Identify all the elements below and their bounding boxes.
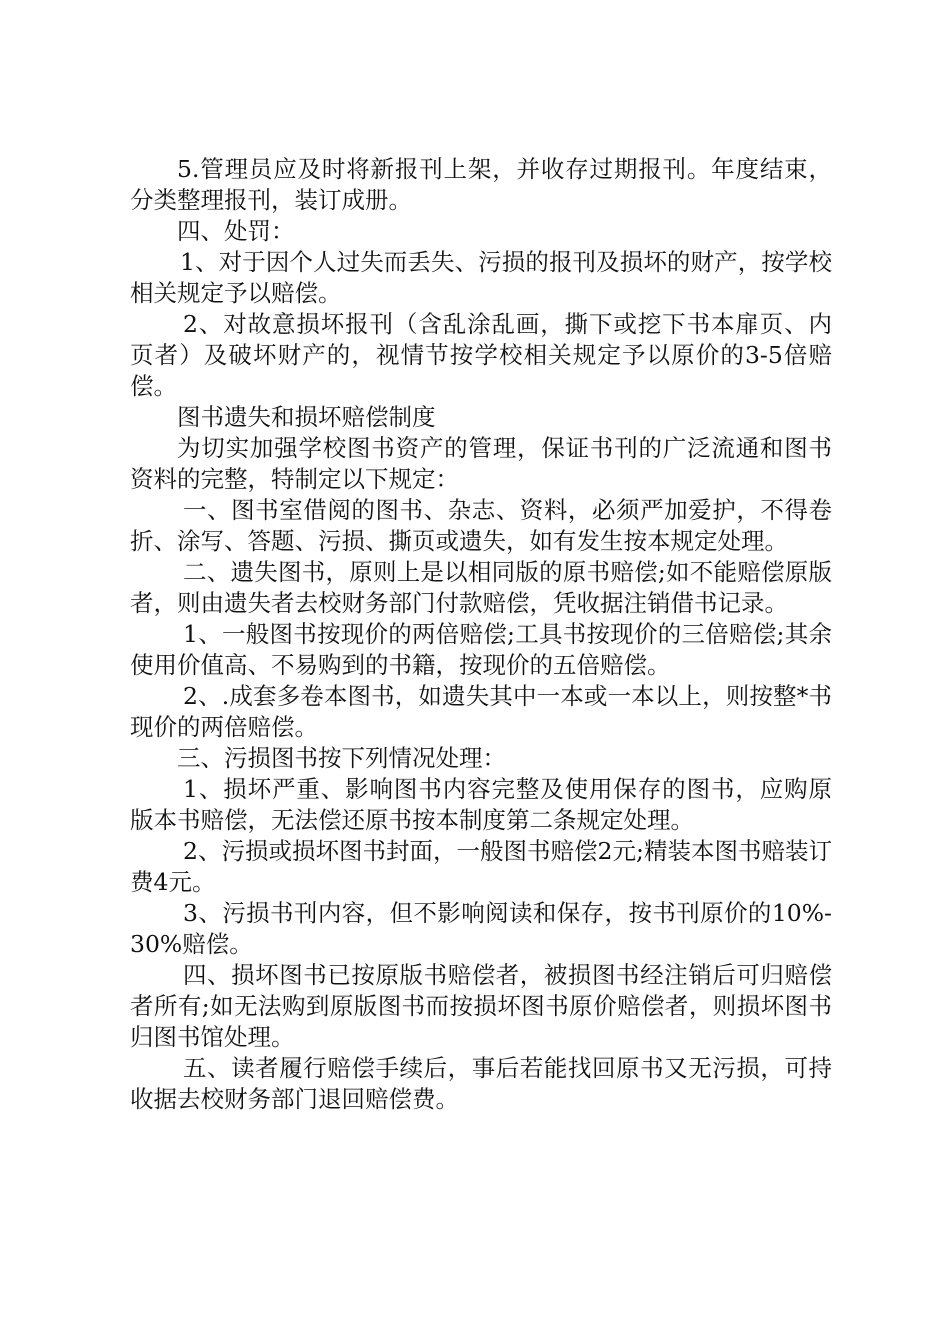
paragraph-9: 1、一般图书按现价的两倍赔偿;工具书按现价的三倍赔偿;其余使用价值高、不易购到的书籍，按现价的五倍赔偿。 [130,620,832,679]
paragraph-12: 1、损坏严重、影响图书内容完整及使用保存的图书，应购原版本书赔偿，无法偿还原书按本制度第二条规定处理。 [130,775,832,834]
paragraph-8: 二、遗失图书，原则上是以相同版的原书赔偿;如不能赔偿原版者，则由遗失者去校财务部门付款赔偿，凭收据注销借书记录。 [130,558,832,617]
document-title: 图书遗失和损坏赔偿制度 [177,403,436,431]
section-heading-penalty: 四、处罚： [177,217,295,245]
paragraph-13: 2、污损或损坏图书封面，一般图书赔偿2元;精装本图书赔装订费4元。 [130,837,832,896]
document-body [130,154,832,1115]
paragraph-1: 5.管理员应及时将新报刊上架，并收存过期报刊。年度结束，分类整理报刊，装订成册。 [130,155,832,214]
paragraph-4: 2、对故意损坏报刊（含乱涂乱画，撕下或挖下书本扉页、内页者）及破坏财产的，视情节按学校相关规定予以原价的3-5倍赔偿。 [130,310,832,400]
section-heading-damage: 三、污损图书按下列情况处理： [177,744,506,772]
paragraph-16: 五、读者履行赔偿手续后，事后若能找回原书又无污损，可持收据去校财务部门退回赔偿费。 [130,1054,832,1113]
paragraph-3: 1、对于因个人过失而丢失、污损的报刊及损坏的财产，按学校相关规定予以赔偿。 [130,248,832,307]
paragraph-10: 2、.成套多卷本图书，如遗失其中一本或一本以上，则按整*书现价的两倍赔偿。 [130,682,832,741]
paragraph-7: 一、图书室借阅的图书、杂志、资料，必须严加爱护，不得卷折、涂写、答题、污损、撕页或遗失，如有发生按本规定处理。 [130,496,832,555]
paragraph-15: 四、损坏图书已按原版书赔偿者，被损图书经注销后可归赔偿者所有;如无法购到原版图书而按损坏图书原价赔偿者，则损坏图书归图书馆处理。 [130,961,832,1051]
paragraph-6: 为切实加强学校图书资产的管理，保证书刊的广泛流通和图书资料的完整，特制定以下规定： [130,434,832,493]
paragraph-14: 3、污损书刊内容，但不影响阅读和保存，按书刊原价的10%-30%赔偿。 [130,899,832,958]
